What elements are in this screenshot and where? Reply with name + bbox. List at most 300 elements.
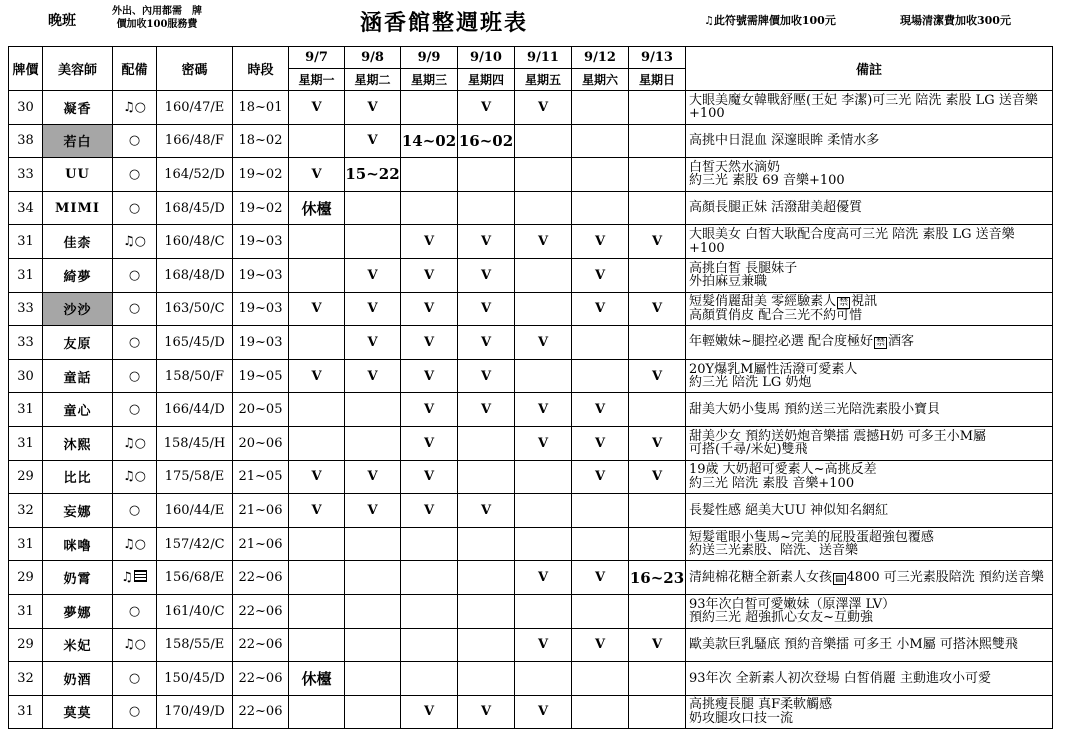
equipment-cell — [113, 225, 157, 259]
price-cell: 29 — [9, 460, 43, 494]
remark-line: 約三光 陪洗 LG 奶炮 — [689, 375, 812, 391]
remark-cell — [686, 662, 1053, 696]
day-availability-cell: V — [401, 426, 458, 460]
day-availability-cell — [289, 527, 345, 561]
day-availability-cell: V — [629, 460, 686, 494]
equipment-icons: ○ — [128, 670, 141, 686]
equipment-cell — [113, 393, 157, 427]
code-cell: 160/48/C — [157, 225, 233, 259]
remark-line: 短髮電眼小隻馬~完美的屁股蛋超強包覆感 — [689, 529, 934, 545]
weekday-header: 星期四 — [458, 69, 515, 91]
time-slot-cell: 21~05 — [233, 460, 289, 494]
day-availability-cell — [458, 662, 515, 696]
remark-cell — [686, 628, 1053, 662]
day-availability-cell — [629, 494, 686, 528]
remark-line: 歐美款巨乳騷底 預約音樂擂 可多王 小M屬 可搭沐熙雙飛 — [689, 637, 1018, 653]
day-availability-cell: V — [289, 158, 345, 192]
price-cell: 33 — [9, 326, 43, 360]
stylist-name-cell: 米妃 — [43, 628, 113, 662]
day-availability-cell — [572, 191, 629, 225]
day-availability-cell — [345, 594, 401, 628]
price-cell: 31 — [9, 594, 43, 628]
day-availability-cell — [572, 91, 629, 125]
col-header-price: 牌價 — [9, 47, 43, 91]
day-availability-cell — [401, 158, 458, 192]
code-cell: 165/45/D — [157, 326, 233, 360]
day-availability-cell — [458, 594, 515, 628]
day-availability-cell — [572, 695, 629, 729]
day-availability-cell: V — [458, 292, 515, 326]
table-row — [9, 91, 1053, 125]
day-availability-cell — [572, 359, 629, 393]
equipment-cell — [113, 662, 157, 696]
table-row — [9, 527, 1053, 561]
page-title: 涵香館整週班表 — [360, 10, 529, 36]
day-availability-cell — [629, 527, 686, 561]
remark-line: 高挑白皙 長腿妹子 — [689, 260, 798, 276]
remark-line: 約三光 陪洗 素股 音樂+100 — [689, 475, 855, 491]
day-availability-cell: V — [401, 225, 458, 259]
equipment-cell — [113, 594, 157, 628]
day-availability-cell — [289, 594, 345, 628]
equipment-icons: ○ — [128, 502, 141, 518]
remark-line: 高挑瘦長腿 真F柔軟觸感 — [689, 697, 833, 713]
day-availability-cell — [401, 628, 458, 662]
day-availability-cell — [289, 393, 345, 427]
stylist-name-cell: 若白 — [43, 124, 113, 158]
price-cell: 31 — [9, 695, 43, 729]
price-cell: 30 — [9, 91, 43, 125]
table-row — [9, 258, 1053, 292]
day-availability-cell — [515, 494, 572, 528]
marker-tag: ▤ — [835, 573, 844, 584]
day-availability-cell: V — [345, 258, 401, 292]
day-availability-cell — [345, 426, 401, 460]
remark-line: 大眼美魔女韓戰舒壓(王妃 李潔)可三光 陪洗 素股 LG 送音樂+100 — [689, 92, 1038, 122]
equipment-icons: ○ — [128, 603, 141, 619]
remark-line: 20Y爆乳M屬性活潑可愛素人 — [689, 361, 858, 377]
code-cell: 164/52/D — [157, 158, 233, 192]
price-cell: 31 — [9, 393, 43, 427]
stylist-name-cell: 綺夢 — [43, 258, 113, 292]
day-availability-cell: V — [515, 326, 572, 360]
code-cell: 166/44/D — [157, 393, 233, 427]
day-availability-cell: V — [572, 292, 629, 326]
day-availability-cell: V — [458, 326, 515, 360]
day-availability-cell — [458, 628, 515, 662]
day-availability-cell — [629, 326, 686, 360]
header-row-dates — [9, 47, 1053, 69]
code-cell: 168/48/D — [157, 258, 233, 292]
day-availability-cell — [289, 258, 345, 292]
shift-label: 晚班 — [48, 13, 76, 29]
table-row — [9, 594, 1053, 628]
day-availability-cell: V — [629, 628, 686, 662]
equipment-icons: ♫○ — [123, 536, 146, 552]
day-availability-cell: V — [572, 393, 629, 427]
remark-line: 外拍麻豆兼職 — [689, 274, 768, 290]
equipment-cell — [113, 258, 157, 292]
day-availability-cell — [289, 695, 345, 729]
remark-line: 19歲 大奶超可愛素人~高挑反差 — [689, 462, 877, 478]
stylist-name-cell: 奶酒 — [43, 662, 113, 696]
day-availability-cell: V — [401, 359, 458, 393]
weekday-header: 星期日 — [629, 69, 686, 91]
equipment-icons: ♫ — [121, 570, 133, 586]
time-slot-cell: 22~06 — [233, 662, 289, 696]
day-availability-cell — [515, 359, 572, 393]
day-availability-cell: V — [345, 359, 401, 393]
table-row — [9, 695, 1053, 729]
day-availability-cell: V — [458, 494, 515, 528]
remark-line: 高顏長腿正妹 活潑甜美超優質 — [689, 200, 863, 216]
price-cell: 30 — [9, 359, 43, 393]
time-slot-cell: 20~06 — [233, 426, 289, 460]
day-availability-cell — [515, 662, 572, 696]
day-availability-cell — [345, 662, 401, 696]
day-availability-cell — [345, 527, 401, 561]
stylist-name-cell: 奶霄 — [43, 561, 113, 595]
schedule-header — [0, 0, 1069, 44]
day-availability-cell: V — [629, 359, 686, 393]
day-availability-cell — [629, 191, 686, 225]
stylist-name-cell: 友原 — [43, 326, 113, 360]
day-availability-cell: V — [345, 494, 401, 528]
equipment-icons: ♫○ — [123, 234, 146, 250]
price-cell: 33 — [9, 292, 43, 326]
equipment-cell — [113, 292, 157, 326]
time-slot-cell: 22~06 — [233, 561, 289, 595]
time-slot-cell: 22~06 — [233, 594, 289, 628]
day-availability-cell: V — [345, 124, 401, 158]
weekday-header: 星期二 — [345, 69, 401, 91]
day-availability-cell — [515, 292, 572, 326]
day-availability-cell: V — [401, 326, 458, 360]
day-availability-cell — [572, 124, 629, 158]
equipment-icons: ○ — [128, 133, 141, 149]
day-availability-cell: V — [572, 460, 629, 494]
remark-cell — [686, 494, 1053, 528]
time-slot-cell: 21~06 — [233, 494, 289, 528]
badge-surcharge-text: 此符號需牌價加收100元 — [713, 14, 836, 27]
remark-cell — [686, 158, 1053, 192]
day-availability-cell — [515, 124, 572, 158]
day-availability-cell — [629, 594, 686, 628]
time-slot-cell: 19~02 — [233, 191, 289, 225]
time-slot-cell: 18~02 — [233, 124, 289, 158]
day-availability-cell — [515, 594, 572, 628]
table-row — [9, 326, 1053, 360]
table-row — [9, 561, 1053, 595]
equipment-icons: ○ — [128, 166, 141, 182]
remark-cell — [686, 393, 1053, 427]
schedule-table — [8, 46, 1053, 729]
service-fee-note — [112, 5, 202, 31]
weekday-header: 星期五 — [515, 69, 572, 91]
day-availability-cell: V — [458, 91, 515, 125]
day-availability-cell: V — [401, 695, 458, 729]
time-slot-cell: 21~06 — [233, 527, 289, 561]
equipment-icons: ○ — [128, 334, 141, 350]
day-availability-cell — [515, 460, 572, 494]
time-slot-cell: 20~05 — [233, 393, 289, 427]
day-availability-cell — [345, 695, 401, 729]
table-row — [9, 191, 1053, 225]
remark-cell — [686, 695, 1053, 729]
day-availability-cell — [458, 561, 515, 595]
day-availability-cell: 14~02 — [401, 124, 458, 158]
code-cell: 170/49/D — [157, 695, 233, 729]
day-availability-cell — [629, 91, 686, 125]
day-availability-cell — [629, 124, 686, 158]
code-cell: 158/50/F — [157, 359, 233, 393]
service-fee-note-line2: 價加收100服務費 — [116, 19, 198, 30]
day-availability-cell: V — [515, 426, 572, 460]
day-availability-cell — [401, 91, 458, 125]
stylist-name-cell: UU — [43, 158, 113, 192]
day-availability-cell: 休檯 — [289, 662, 345, 696]
equipment-cell — [113, 494, 157, 528]
stylist-name-cell: 佳柰 — [43, 225, 113, 259]
table-row — [9, 158, 1053, 192]
time-slot-cell: 19~05 — [233, 359, 289, 393]
day-availability-cell: V — [345, 326, 401, 360]
price-cell: 32 — [9, 494, 43, 528]
day-availability-cell — [515, 258, 572, 292]
day-availability-cell — [572, 594, 629, 628]
equipment-cell — [113, 124, 157, 158]
day-availability-cell — [345, 393, 401, 427]
col-header-equip: 配備 — [113, 47, 157, 91]
day-availability-cell — [458, 191, 515, 225]
day-availability-cell: V — [515, 393, 572, 427]
price-cell: 29 — [9, 628, 43, 662]
time-slot-cell: 19~03 — [233, 225, 289, 259]
date-header: 9/12 — [572, 47, 629, 69]
code-cell: 160/44/E — [157, 494, 233, 528]
date-header: 9/13 — [629, 47, 686, 69]
day-availability-cell — [572, 527, 629, 561]
marker-tag: 禁 — [839, 298, 849, 309]
equipment-cell — [113, 460, 157, 494]
table-row — [9, 124, 1053, 158]
stylist-name-cell: 妄娜 — [43, 494, 113, 528]
time-slot-cell: 19~03 — [233, 258, 289, 292]
day-availability-cell: V — [629, 426, 686, 460]
day-availability-cell: V — [515, 91, 572, 125]
day-availability-cell — [458, 426, 515, 460]
remark-cell — [686, 91, 1053, 125]
remark-line: 約三光 素股 69 音樂+100 — [689, 173, 845, 189]
day-availability-cell — [345, 191, 401, 225]
remark-line: 可搭(千尋/米妃)雙飛 — [689, 442, 808, 458]
equipment-icons: ○ — [128, 402, 141, 418]
day-availability-cell: V — [401, 393, 458, 427]
remark-line: 長髮性感 絕美大UU 神似知名網紅 — [689, 502, 889, 518]
remark-cell — [686, 191, 1053, 225]
table-row — [9, 460, 1053, 494]
time-slot-cell: 19~02 — [233, 158, 289, 192]
remark-line: 大眼美女 白皙大耿配合度高可三光 陪洗 素股 LG 送音樂+100 — [689, 227, 1015, 256]
day-availability-cell: V — [572, 225, 629, 259]
day-availability-cell — [515, 158, 572, 192]
stylist-name-cell: 沙沙 — [43, 292, 113, 326]
code-cell: 175/58/E — [157, 460, 233, 494]
equipment-icons: ♫○ — [123, 637, 146, 653]
day-availability-cell — [572, 326, 629, 360]
date-header: 9/9 — [401, 47, 458, 69]
remark-cell — [686, 124, 1053, 158]
table-row — [9, 292, 1053, 326]
day-availability-cell: V — [515, 561, 572, 595]
day-availability-cell — [401, 191, 458, 225]
weekday-header: 星期一 — [289, 69, 345, 91]
marker-tag: 禁 — [876, 338, 886, 349]
day-availability-cell — [289, 628, 345, 662]
stylist-name-cell: 童話 — [43, 359, 113, 393]
stylist-name-cell: 咪嚕 — [43, 527, 113, 561]
col-header-code: 密碼 — [157, 47, 233, 91]
remark-line: 短髮俏麗甜美 零經驗素人 禁 視訊 — [689, 294, 878, 310]
equipment-cell — [113, 695, 157, 729]
price-cell: 31 — [9, 258, 43, 292]
day-availability-cell: V — [401, 494, 458, 528]
badge-symbol-icon: ♫ — [704, 14, 714, 27]
day-availability-cell — [572, 662, 629, 696]
day-availability-cell — [345, 628, 401, 662]
day-availability-cell: V — [515, 225, 572, 259]
stylist-name-cell: 比比 — [43, 460, 113, 494]
equipment-cell — [113, 359, 157, 393]
equipment-cell — [113, 158, 157, 192]
equipment-icons: ○ — [128, 301, 141, 317]
remark-cell — [686, 426, 1053, 460]
remark-line: 甜美大奶小隻馬 預約送三光陪洗素股小寶貝 — [689, 401, 941, 417]
day-availability-cell: V — [289, 359, 345, 393]
code-cell: 168/45/D — [157, 191, 233, 225]
remark-line: 高挑中日混血 深邃眼眸 柔情水多 — [689, 133, 880, 149]
day-availability-cell: V — [458, 359, 515, 393]
time-slot-cell: 22~06 — [233, 628, 289, 662]
equipment-cell — [113, 527, 157, 561]
price-cell: 31 — [9, 426, 43, 460]
remark-line: 預約三光 超強抓心女友~互動強 — [689, 610, 874, 626]
remark-line: 年輕嫩妹~腿控必選 配合度極好 禁 酒客 — [689, 334, 915, 350]
remark-cell — [686, 527, 1053, 561]
time-slot-cell: 19~03 — [233, 326, 289, 360]
equipment-cell — [113, 561, 157, 595]
schedule-body — [9, 91, 1053, 729]
price-cell: 34 — [9, 191, 43, 225]
remark-line: 高顏質俏皮 配合三光不約可惜 — [689, 308, 863, 324]
equipment-icons: ○ — [128, 267, 141, 283]
day-availability-cell: V — [572, 426, 629, 460]
day-availability-cell: V — [289, 460, 345, 494]
remark-cell — [686, 225, 1053, 259]
day-availability-cell: V — [572, 628, 629, 662]
day-availability-cell: V — [572, 258, 629, 292]
price-cell: 38 — [9, 124, 43, 158]
day-availability-cell — [345, 225, 401, 259]
code-cell: 158/45/H — [157, 426, 233, 460]
equipment-icons: ○ — [128, 704, 141, 720]
stylist-name-cell: 莫莫 — [43, 695, 113, 729]
day-availability-cell — [401, 662, 458, 696]
equipment-icons: ○ — [128, 368, 141, 384]
day-availability-cell — [515, 527, 572, 561]
day-availability-cell — [401, 594, 458, 628]
code-cell: 157/42/C — [157, 527, 233, 561]
day-availability-cell: V — [458, 225, 515, 259]
remark-line: 93年次白皙可愛嫩妹（原澤澤 LV） — [689, 596, 896, 612]
remark-line: 約送三光素股、陪洗、送音樂 — [689, 543, 859, 559]
date-header: 9/11 — [515, 47, 572, 69]
day-availability-cell: V — [572, 561, 629, 595]
day-availability-cell: V — [345, 91, 401, 125]
day-availability-cell: V — [401, 292, 458, 326]
price-cell: 31 — [9, 527, 43, 561]
remark-cell — [686, 258, 1053, 292]
remark-cell — [686, 359, 1053, 393]
price-cell: 29 — [9, 561, 43, 595]
col-header-time: 時段 — [233, 47, 289, 91]
day-availability-cell: 休檯 — [289, 191, 345, 225]
remark-cell — [686, 292, 1053, 326]
code-cell: 163/50/C — [157, 292, 233, 326]
price-cell: 31 — [9, 225, 43, 259]
code-cell: 160/47/E — [157, 91, 233, 125]
day-availability-cell — [572, 494, 629, 528]
equipment-cell — [113, 326, 157, 360]
day-availability-cell: V — [289, 494, 345, 528]
day-availability-cell: V — [515, 695, 572, 729]
badge-surcharge-note — [704, 12, 836, 28]
day-availability-cell — [629, 695, 686, 729]
table-row — [9, 628, 1053, 662]
price-cell: 32 — [9, 662, 43, 696]
equipment-cell — [113, 191, 157, 225]
remark-line: 清純棉花糖全新素人女孩 ▤ 4800 可三光素股陪洗 預約送音樂 — [689, 569, 1044, 585]
day-availability-cell: V — [401, 460, 458, 494]
day-availability-cell: 16~23 — [629, 561, 686, 595]
date-header: 9/7 — [289, 47, 345, 69]
equipment-icons: ○ — [128, 200, 141, 216]
table-row — [9, 393, 1053, 427]
equipment-cell — [113, 426, 157, 460]
day-availability-cell — [458, 527, 515, 561]
table-row — [9, 494, 1053, 528]
day-availability-cell: 15~22 — [345, 158, 401, 192]
remark-line: 93年次 全新素人初次登場 白皙俏麗 主動進攻小可愛 — [689, 670, 991, 686]
stylist-name-cell: 夢娜 — [43, 594, 113, 628]
day-availability-cell — [401, 527, 458, 561]
code-cell: 166/48/F — [157, 124, 233, 158]
day-availability-cell: V — [629, 292, 686, 326]
day-availability-cell — [629, 662, 686, 696]
equipment-icons: ♫○ — [123, 435, 146, 451]
date-header: 9/8 — [345, 47, 401, 69]
remark-cell — [686, 326, 1053, 360]
day-availability-cell — [289, 225, 345, 259]
day-availability-cell: V — [289, 91, 345, 125]
day-availability-cell: V — [401, 258, 458, 292]
weekday-header: 星期三 — [401, 69, 458, 91]
day-availability-cell — [629, 258, 686, 292]
equipment-icons: ♫○ — [123, 469, 146, 485]
time-slot-cell: 19~03 — [233, 292, 289, 326]
day-availability-cell: V — [458, 258, 515, 292]
date-header: 9/10 — [458, 47, 515, 69]
